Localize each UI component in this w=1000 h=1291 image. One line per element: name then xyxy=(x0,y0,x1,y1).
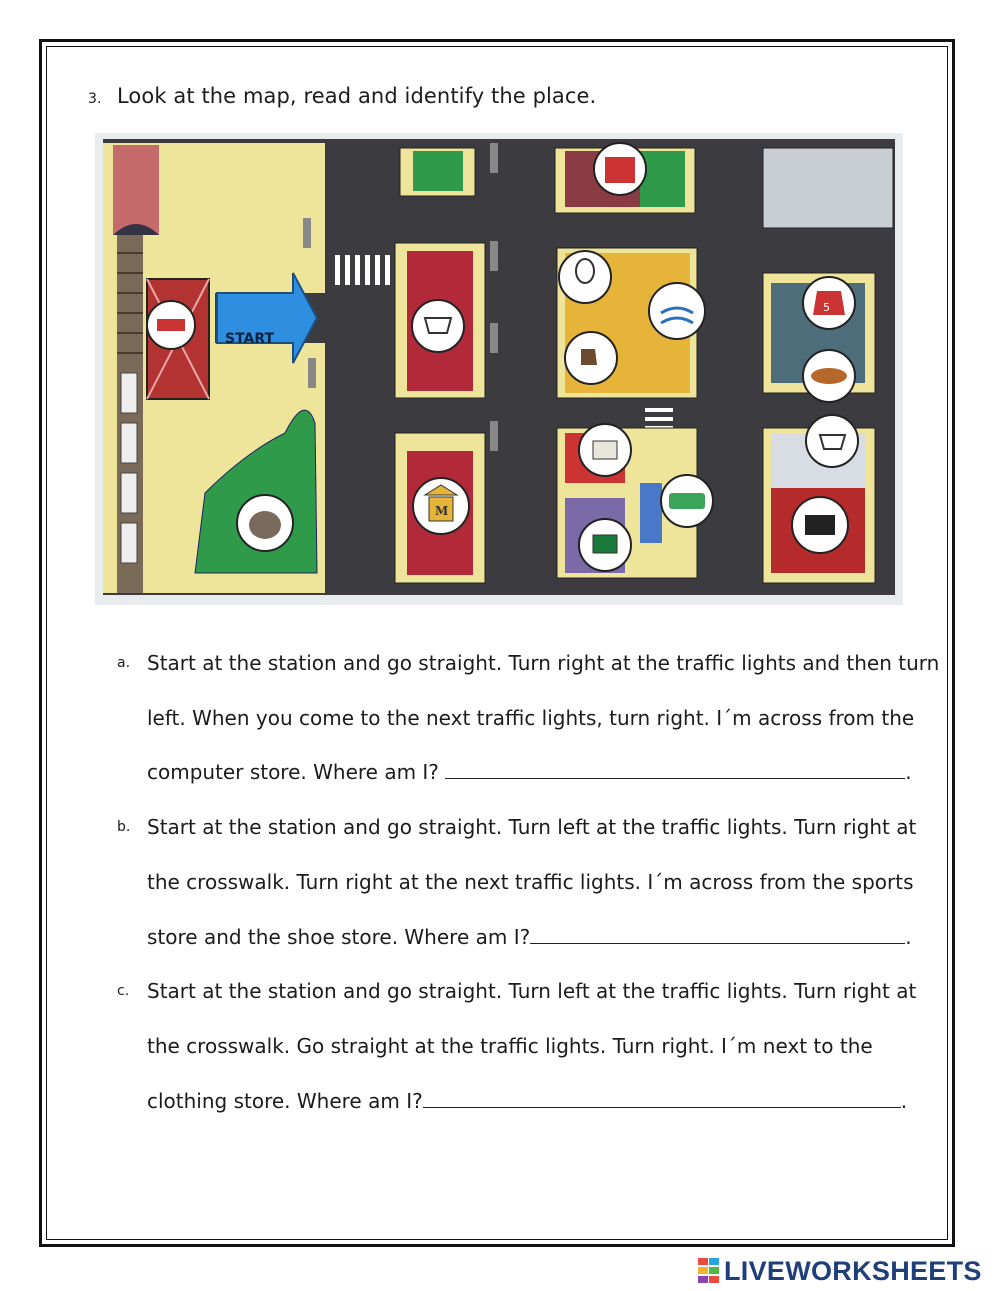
shopping-cart-icon xyxy=(412,300,464,352)
item-question: computer store. Where am I? xyxy=(147,760,446,785)
item-b xyxy=(117,800,917,964)
question-text: Look at the map, read and identify the place. xyxy=(117,84,597,108)
item-letter: a. xyxy=(117,655,131,671)
brand-name: LIVEWORKSHEETS xyxy=(724,1255,982,1286)
item-line: the crosswalk. Go straight at the traffic lights. Turn right. I´m next to the xyxy=(147,1033,873,1058)
item-line-answer xyxy=(117,1074,917,1129)
item-line: the crosswalk. Turn right at the next traffic lights. I´m across from the sports xyxy=(147,869,914,894)
item-letter: c. xyxy=(117,983,130,1000)
shirt-number: 5 xyxy=(823,301,830,314)
logo-cubes-icon xyxy=(698,1258,720,1284)
swimming-icon xyxy=(649,283,705,339)
answer-blank[interactable] xyxy=(530,925,905,944)
answer-blank[interactable] xyxy=(423,1089,901,1108)
question-heading xyxy=(88,84,596,108)
item-c xyxy=(117,964,917,1128)
item-line: Start at the station and go straight. Turn left at the traffic lights. Turn right at xyxy=(147,979,917,1004)
item-question: store and the shoe store. Where am I? xyxy=(147,924,531,949)
exercise-items xyxy=(117,636,940,1128)
item-line: left. When you come to the next traffic lights, turn right. I´m across from the xyxy=(147,705,915,730)
answer-blank[interactable] xyxy=(445,760,905,779)
item-letter: b. xyxy=(117,819,131,836)
shopping-cart-icon xyxy=(806,415,858,467)
item-end: . xyxy=(905,760,912,785)
liveworksheets-logo[interactable] xyxy=(698,1256,982,1286)
item-line: Start at the station and go straight. Turn left at the traffic lights. Turn right at xyxy=(147,815,917,840)
item-end: . xyxy=(900,1088,908,1113)
town-map xyxy=(95,133,903,605)
item-line-answer xyxy=(117,745,917,800)
item-a xyxy=(117,636,940,800)
item-question: clothing store. Where am I? xyxy=(147,1088,423,1113)
item-end: . xyxy=(905,924,912,949)
museum-letter: M xyxy=(435,504,449,518)
question-number: 3. xyxy=(88,91,102,107)
item-line: Start at the station and go straight. Turn right at the traffic lights and then turn xyxy=(147,651,940,675)
start-label: START xyxy=(225,331,275,347)
item-line-answer xyxy=(117,910,917,965)
